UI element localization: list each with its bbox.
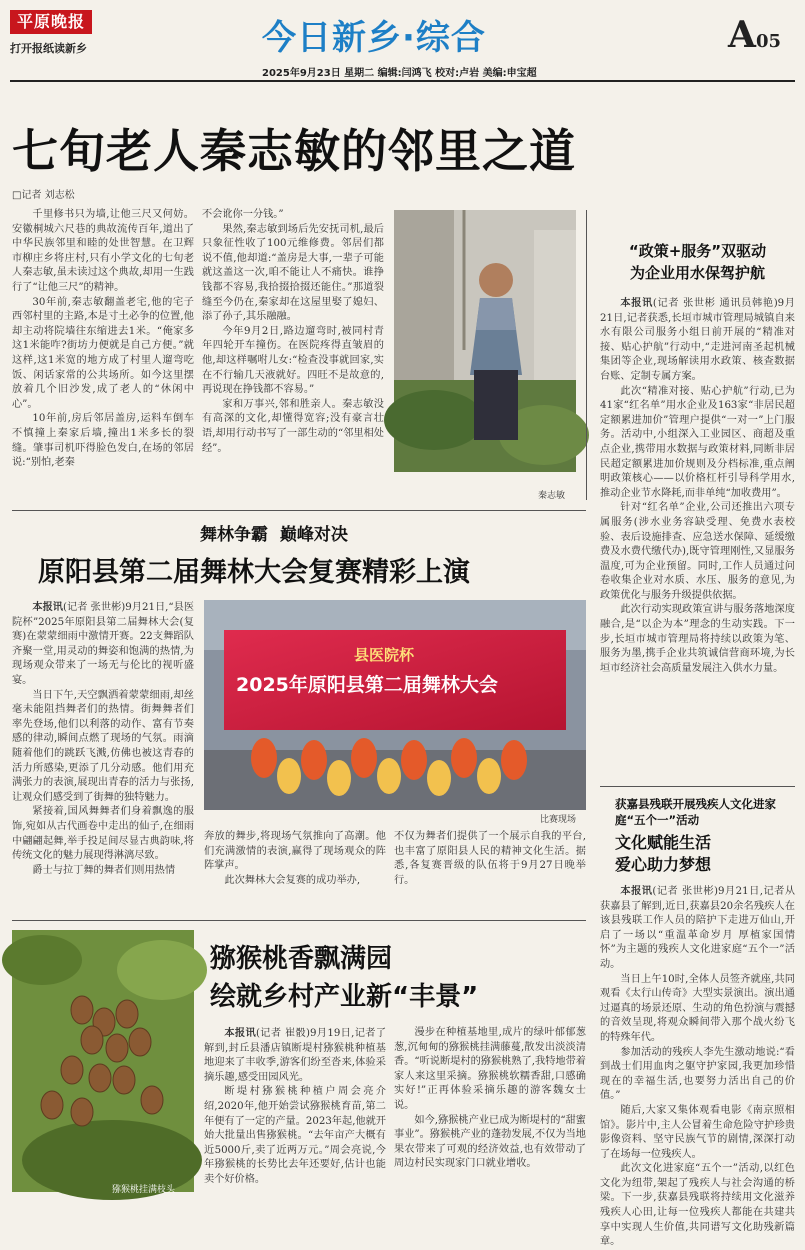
dance-kicker: 舞林争霸 巅峰对决 [200, 525, 348, 545]
water-byline: 本报讯 [620, 297, 653, 309]
dance-photo-caption: 比赛现场 [540, 815, 577, 825]
disabled-body [600, 884, 796, 1248]
water-body [600, 296, 795, 786]
water-paragraph: 此次“精准对接、贴心护航”行动,已为41家“红名单”用水企业及163家“非居民超定额累进加价”管理户提供“一对一”上门服务。活动中,小组深入工业园区、商超及重点企业,携带用水数据与政策材料,同断非居民超定额累进加价规则及分档标准,重点阐明政策核心——以价格杠杆引导科学用水,推动企业节水降耗,而非单纯“加收费用”。 [600, 385, 795, 499]
lead-photo-caption: 秦志敏 [538, 491, 566, 501]
lead-paragraph: 30年前,秦志敏翻盖老宅,他的宅子西邻村里的主路,本是寸土必争的位置,他却主动将院墙往东缩进去1米。“俺家多这1米能咋?街坊力便就是自己方便。”就这样,这1米宽的地方成了村里人遛弯吃饭、闲话家常的公共场所。如今这里摆放着几个旧沙发,成了老人的“休闲中心”。 [12, 296, 194, 410]
water-headline [600, 240, 795, 284]
kiwi-byline-reporter: (记者 崔骰) [255, 1028, 310, 1039]
page-letter: A [728, 14, 756, 56]
dance-byline: 本报讯 [32, 601, 64, 613]
lead-paragraph: 果然,秦志敏到场后先安抚司机,最后只象征性收了100元维修费。邻居们都说不值,他却道:“盖房是大事,一辈子可能就这盖这一次,咱不能让人不痛快。谁挣钱都不容易,我拾掇拾掇还能住。”那道裂缝至今仍在,秦家却在这屋里娶了媳妇、添了孙子,其乐融融。 [202, 223, 384, 323]
disabled-paragraph: 此次文化进家庭“五个一”活动,以红色文化为纽带,架起了残疾人与社会沟通的桥梁。下一步,获嘉县残联将持续用文化滋养残疾人心田,让每一位残疾人都能在共建共享中实现人生价值,共同谱写文化助残新篇章。 [600, 1163, 795, 1248]
water-headline-line2: 为企业用水保驾护航 [629, 264, 765, 282]
disabled-headline [615, 832, 795, 876]
page-digits: 05 [755, 31, 781, 52]
disabled-paragraph: 参加活动的残疾人李先生激动地说:“看到战士们用血肉之躯守护家园,我更加珍惜现在的幸福生活,也要努力活出自己的价值。” [600, 1046, 795, 1102]
dance-headline: 原阳县第二届舞林大会复赛精彩上演 [38, 557, 470, 588]
disabled-byline: 本报讯 [620, 885, 653, 897]
lead-paragraph: 千里修书只为墙,让他三尺又何妨。安徽桐城六尺巷的典故流传百年,道出了中华民族邻里和睦的处世智慧。在卫辉市柳庄乡将庄村,只有小学文化的七旬老人秦志敏,虽未读过这个典故,却用一生践行了“让他三尺”的精神。 [12, 209, 194, 293]
disabled-paragraph: 随后,大家又集体观看电影《南京照相馆》。影片中,主人公冒着生命危险守护珍贵影像资料、坚守民族气节的剧情,深深打动了在场每一位残疾人。 [600, 1104, 795, 1160]
newspaper-slogan: 打开报纸读新乡 [10, 42, 87, 55]
kiwi-paragraph: 断堤村猕猴桃种植户周会亮介绍,2020年,他开始尝试猕猴桃育苗,第二年便有了一定的产量。2023年起,他就开始大批量出售猕猴桃。“去年亩产大概有近5000斤,卖了近两万元。”周会亮说,今年猕猴桃的长势比去年还要好,估计也能卖个好价格。 [204, 1086, 386, 1185]
kiwi-headline-line1: 猕猴桃香飘满园 [210, 944, 393, 974]
lead-column-1 [12, 208, 194, 504]
kiwi-lead-text: 9月19日,记者了解到,封丘县潘店镇断堤村猕猴桃种植基地迎来了丰收季,游客们纷至沓来,体验采摘乐趣,感受田园风光。 [204, 1028, 387, 1083]
dance-byline-reporter: (记者 张世彬) [63, 602, 126, 613]
lead-column-2 [202, 208, 384, 504]
lead-paragraph: 家和万事兴,邻和胜亲人。秦志敏没有高深的文化,却懂得宽容;没有豪言壮语,却用行动书写了一部生动的“邻里相处经”。 [202, 398, 384, 454]
kiwi-byline: 本报讯 [224, 1027, 256, 1039]
lead-headline: 七旬老人秦志敏的邻里之道 [12, 124, 576, 178]
disabled-headline-line1: 文化赋能生活 [615, 833, 712, 852]
disabled-byline-reporter: (记者 张世彬) [652, 886, 718, 897]
section-divider [12, 510, 586, 511]
newspaper-logo [10, 10, 92, 34]
dance-photo [204, 600, 586, 810]
dance-paragraph: 不仅为舞者们提供了一个展示自我的平台,也丰富了原阳县人民的精神文化生活。据悉,各复赛晋级的队伍将于9月27日晚举行。 [394, 831, 586, 886]
portrait-illustration [394, 210, 576, 472]
water-byline-reporters: (记者 张世彬 通讯员韩艳) [652, 298, 778, 309]
dance-paragraph: 爵士与拉丁舞的舞者们则用热情 [32, 864, 176, 876]
lead-byline: □记者 刘志松 [12, 190, 75, 201]
kiwi-column-2 [394, 1026, 586, 1192]
kiwi-column-1 [204, 1026, 386, 1192]
masthead [0, 0, 805, 80]
right-divider [600, 786, 795, 787]
lead-paragraph: 10年前,房后邻居盖房,运料车倒车不慎撞上秦家后墙,撞出1米多长的裂缝。肇事司机吓得脸色发白,在场的邻居说:“别怕,老秦 [12, 413, 194, 469]
kiwi-photo [12, 930, 194, 1192]
dance-lead-text: 9月21日,“县医院杯”2025年原阳县第二届舞林大会(复赛)在蒙蒙细雨中激情开赛。22支舞蹈队齐聚一堂,用灵动的舞姿和饱满的热情,为现场观众带来了一场无与伦比的视听盛宴。 [12, 602, 195, 686]
masthead-divider [10, 80, 795, 82]
lead-paragraph: 不会讹你一分钱。” [202, 209, 284, 220]
page-number [728, 14, 781, 56]
kiwi-headline-line2: 绘就乡村产业新“丰景” [210, 982, 479, 1012]
disabled-paragraph [600, 884, 795, 973]
section-title: 今日新乡·综合 [262, 18, 486, 58]
column-divider [586, 210, 587, 500]
dance-banner-line2: 2025年原阳县第二届舞林大会 [236, 674, 498, 696]
dance-paragraph: 此次舞林大会复赛的成功举办, [224, 874, 361, 886]
kiwi-paragraph [204, 1026, 386, 1085]
water-headline-line1: “政策+服务”双驱动 [628, 242, 767, 260]
water-paragraph: 针对“红名单”企业,公司还推出六项专属服务(涉水业务容缺受理、免费水表校验、表后设施排查、应急送水保障、延缓缴费及水费代缴代办),既守管理刚性,又显服务温度,可为企业预留。同时,工作人员通过问卷收集企业对水质、水压、服务的意见,为政策优化与服务升级提供依据。 [600, 502, 795, 601]
kiwi-paragraph: 漫步在种植基地里,成片的绿叶郁郁葱葱,沉甸甸的猕猴桃挂满藤蔓,散发出淡淡清香。“听说断堤村的猕猴桃熟了,我特地带着家人来这里采摘。猕猴桃软糯香甜,口感确实好!”正再体验采摘乐趣的游客魏女士说。 [394, 1027, 586, 1111]
water-paragraph [600, 296, 795, 385]
dance-banner-line1: 县医院杯 [354, 646, 415, 664]
kiwi-paragraph: 如今,猕猴桃产业已成为断堤村的“甜蜜事业”。猕猴桃产业的蓬勃发展,不仅为当地果农带来了可观的经济效益,也有效带动了周边村民实现家门口就业增收。 [394, 1114, 586, 1170]
kiwi-illustration [12, 930, 194, 1192]
dance-paragraph: 当日下午,天空飘洒着蒙蒙细雨,却丝毫未能阻挡舞者们的热情。街舞舞者们率先登场,他们以利落的动作、富有节奏感的律动,瞬间点燃了现场的气氛。雨滴随着他们的跳跃飞溅,仿佛也被这青春的活力所感染,更添了几分动感。他们用充满张力的表演,展现出青春的活力与张扬,让观众们感受到了街舞的独特魅力。 [12, 689, 194, 803]
dance-paragraph: 紧接着,国风舞舞者们身着飘逸的服饰,宛如从古代画卷中走出的仙子,在细雨中翩翩起舞,举手投足间尽显古典韵味,将传统文化的魅力展现得淋漓尽致。 [12, 806, 194, 862]
kiwi-headline [210, 940, 478, 1016]
issue-info: 2025年9月23日 星期二 编辑:闫鸿飞 校对:卢岩 美编:申宝超 [262, 68, 537, 79]
stage-illustration [204, 600, 586, 810]
disabled-paragraph: 当日上午10时,全体人员签齐就座,共同观看《太行山传奇》大型实景演出。演出通过逼真的场景还原、生动的角色扮演与震撼的音效呈现,将观众瞬间带入那个战火纷飞的特殊年代。 [600, 973, 795, 1043]
lead-paragraph: 今年9月2日,路边遛弯时,被同村青年四轮开车撞伤。在医院疼得直皱眉的他,却这样嘱咐儿女:“检查没事就回家,实在不行输几天液就好。四旺不是故意的,再说现在挣钱都不容易。” [202, 325, 384, 396]
disabled-kicker: 获嘉县残联开展残疾人文化进家庭“五个一”活动 [615, 797, 776, 827]
water-paragraph: 此次行动实现政策宣讲与服务落地深度融合,是“以企为本”理念的生动实践。下一步,长垣市城市管理局将持续以政策为笔、服务为墨,携手企业共筑诚信营商环境,为长垣市经济社会高质量发展注入供水力量。 [600, 604, 795, 674]
dance-paragraph: 奔放的舞步,将现场气氛推向了高潮。他们充满激情的表演,赢得了现场观众的阵阵掌声。 [204, 831, 386, 872]
section-divider [12, 920, 586, 921]
disabled-lead-text: 9月21日,记者从获嘉县了解到,近日,获嘉县20余名残疾人在该县残联工作人员的陪护下走进万仙山,开启了一场以“重温革命岁月 厚植家国情怀”为主题的残疾人文化进家庭“五个一”活动。 [600, 886, 796, 970]
newspaper-logo-text: 平原晚报 [16, 12, 85, 31]
disabled-headline-line2: 爱心助力梦想 [615, 855, 712, 874]
lead-photo-portrait [394, 210, 576, 472]
kiwi-photo-caption: 猕猴桃挂满枝头 [112, 1185, 176, 1195]
dance-column-1 [12, 600, 194, 970]
water-lead-text: 9月21日,记者获悉,长垣市城市管理局城镇自来水有限公司服务小组日前开展的“精准对接、贴心护航”行动中,“走进河南圣起机械集团等企业,现场解读用水政策、核查数据台账、定制专属方案。 [600, 298, 795, 382]
dance-paragraph [12, 600, 194, 689]
